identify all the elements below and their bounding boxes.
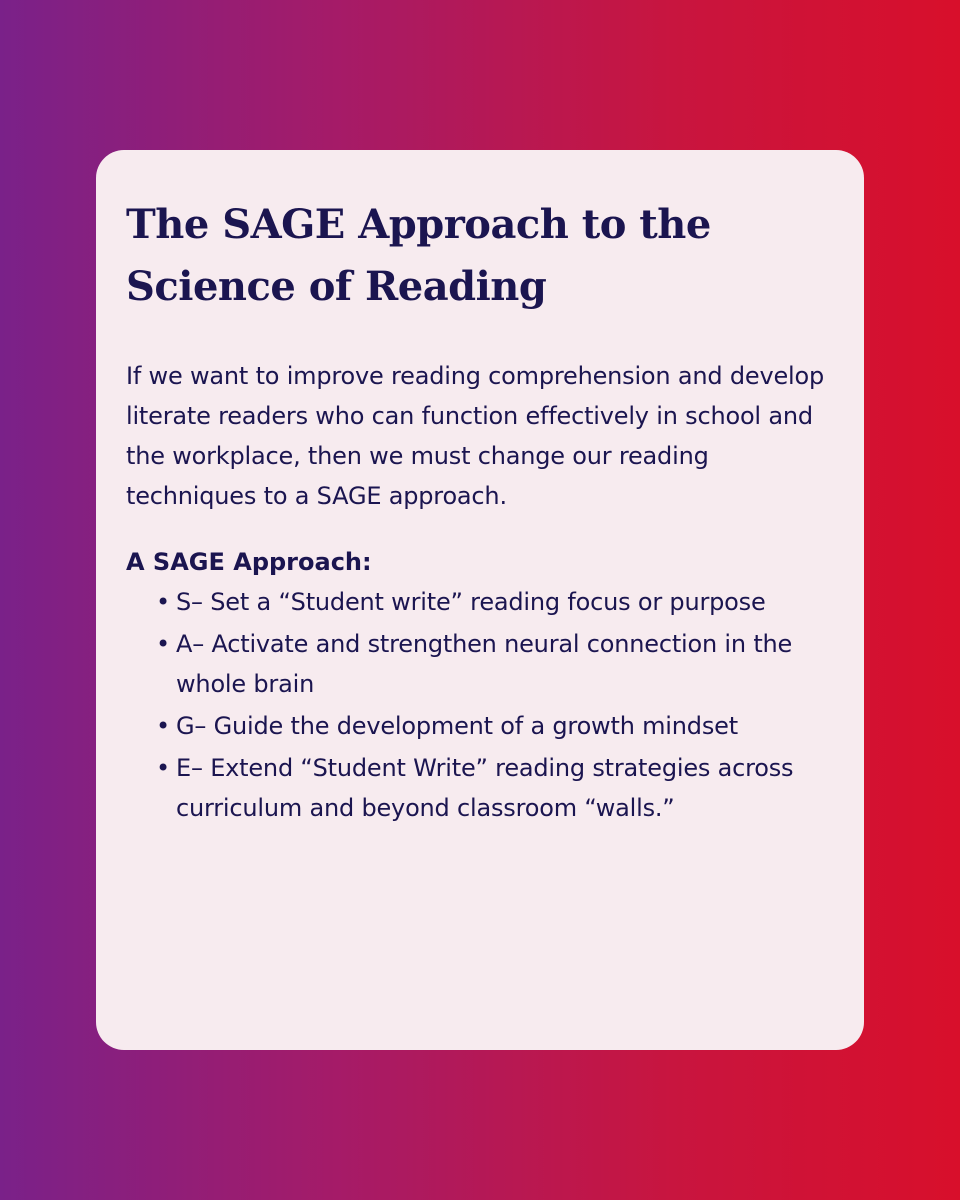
bullet-icon: • [156,630,170,658]
bullet-icon: • [156,588,170,616]
list-item [156,748,834,828]
list-item [156,706,834,746]
list-item-text: E– Extend “Student Write” reading strategies across curriculum and beyond classroom “walls.” [176,754,794,822]
list-item [156,624,834,704]
intro-paragraph: If we want to improve reading comprehension and develop literate readers who can function effectively in school and the workplace, then we must change our reading techniques to a SAGE approach. [126,362,824,510]
bullet-icon: • [156,712,170,740]
bullet-icon: • [156,754,170,782]
content-card [96,150,864,1050]
list-item-text: G– Guide the development of a growth mindset [176,712,738,740]
list-item-text: S– Set a “Student write” reading focus or purpose [176,588,766,616]
list-item [156,582,834,622]
card-title: The SAGE Approach to the Science of Reading [126,201,711,310]
list-item-text: A– Activate and strengthen neural connection in the whole brain [176,630,793,698]
sage-list [126,582,834,828]
sage-subheading: A SAGE Approach: [126,548,372,576]
